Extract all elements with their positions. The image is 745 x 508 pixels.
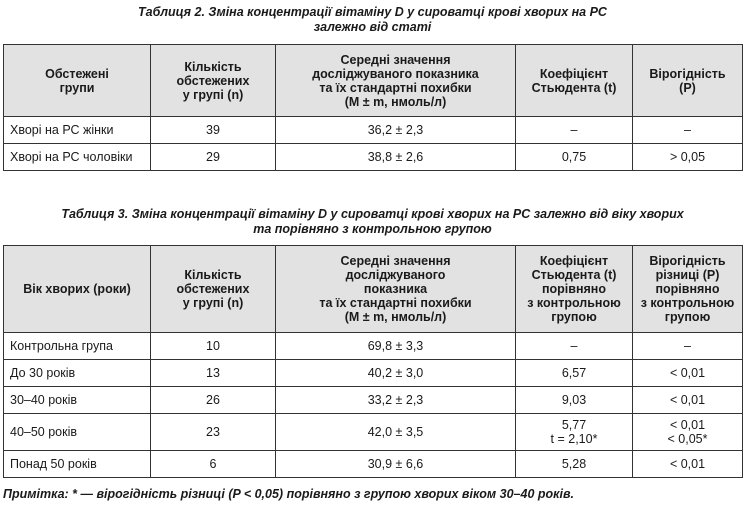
table-row bbox=[4, 333, 743, 360]
cell-p: > 0,05 bbox=[633, 144, 743, 171]
cell-t-note: t = 2,10* bbox=[550, 432, 598, 446]
table2-header-p: Вірогідність (P) bbox=[633, 45, 743, 117]
cell-mean: 36,2 ± 2,3 bbox=[276, 117, 516, 144]
cell-age: Контрольна група bbox=[4, 333, 151, 360]
cell-group: Хворі на РС жінки bbox=[4, 117, 151, 144]
cell-age: 40–50 років bbox=[4, 414, 151, 451]
table3-header-age: Вік хворих (роки) bbox=[4, 246, 151, 333]
cell-age: До 30 років bbox=[4, 360, 151, 387]
cell-mean: 42,0 ± 3,5 bbox=[276, 414, 516, 451]
table2-caption-line2: залежно від статі bbox=[313, 20, 432, 34]
cell-n: 23 bbox=[151, 414, 276, 451]
cell-p: – bbox=[633, 333, 743, 360]
cell-t-value: 5,77 bbox=[561, 418, 587, 432]
table2-caption bbox=[0, 5, 745, 35]
cell-t: 0,75 bbox=[516, 144, 633, 171]
cell-p: < 0,01 bbox=[633, 387, 743, 414]
cell-mean: 33,2 ± 2,3 bbox=[276, 387, 516, 414]
cell-p-note: < 0,05* bbox=[667, 432, 708, 446]
table-3 bbox=[3, 245, 743, 478]
cell-t: 5,28 bbox=[516, 451, 633, 478]
table2-header-mean: Середні значення досліджуваного показника та їх стандартні похибки (M ± m, нмоль/л) bbox=[276, 45, 516, 117]
cell-n: 29 bbox=[151, 144, 276, 171]
cell-p: – bbox=[633, 117, 743, 144]
cell-n: 13 bbox=[151, 360, 276, 387]
table-row bbox=[4, 360, 743, 387]
cell-t: – bbox=[516, 117, 633, 144]
table3-caption-line1: Таблиця 3. Зміна концентрації вітаміну D у сироватці крові хворих на РС залежно від віку хворих bbox=[61, 207, 684, 221]
cell-n: 10 bbox=[151, 333, 276, 360]
cell-age: Понад 50 років bbox=[4, 451, 151, 478]
table-2 bbox=[3, 44, 743, 171]
cell-p-value: < 0,01 bbox=[669, 418, 706, 432]
cell-p bbox=[633, 414, 743, 451]
cell-n: 39 bbox=[151, 117, 276, 144]
footnote: Примітка: * — вірогідність різниці (P < 0,05) порівняно з групою хворих віком 30–40 років. bbox=[3, 487, 574, 501]
table-row bbox=[4, 144, 743, 171]
cell-t bbox=[516, 414, 633, 451]
cell-n: 26 bbox=[151, 387, 276, 414]
table2-header-t: Коефіцієнт Стьюдента (t) bbox=[516, 45, 633, 117]
table3-caption bbox=[0, 207, 745, 237]
table2-header-count: Кількість обстежених у групі (n) bbox=[151, 45, 276, 117]
table-row bbox=[4, 414, 743, 451]
table-row bbox=[4, 451, 743, 478]
cell-age: 30–40 років bbox=[4, 387, 151, 414]
table3-header-mean: Середні значення досліджуваного показника та їх стандартні похибки (M ± m, нмоль/л) bbox=[276, 246, 516, 333]
cell-mean: 69,8 ± 3,3 bbox=[276, 333, 516, 360]
cell-t: – bbox=[516, 333, 633, 360]
table-row bbox=[4, 117, 743, 144]
cell-t: 9,03 bbox=[516, 387, 633, 414]
cell-group: Хворі на РС чоловіки bbox=[4, 144, 151, 171]
cell-t: 6,57 bbox=[516, 360, 633, 387]
table3-header-p: Вірогідність різниці (P) порівняно з контрольною групою bbox=[633, 246, 743, 333]
table3-header-t: Коефіцієнт Стьюдента (t) порівняно з контрольною групою bbox=[516, 246, 633, 333]
table2-caption-line1: Таблиця 2. Зміна концентрації вітаміну D у сироватці крові хворих на РС bbox=[138, 5, 607, 19]
cell-mean: 30,9 ± 6,6 bbox=[276, 451, 516, 478]
cell-p: < 0,01 bbox=[633, 451, 743, 478]
table3-header-row bbox=[4, 246, 743, 333]
table2-header-row bbox=[4, 45, 743, 117]
table3-caption-line2: та порівняно з контрольною групою bbox=[253, 222, 492, 236]
table-row bbox=[4, 387, 743, 414]
cell-mean: 40,2 ± 3,0 bbox=[276, 360, 516, 387]
table3-header-count: Кількість обстежених у групі (n) bbox=[151, 246, 276, 333]
cell-n: 6 bbox=[151, 451, 276, 478]
cell-mean: 38,8 ± 2,6 bbox=[276, 144, 516, 171]
table2-header-group: Обстежені групи bbox=[4, 45, 151, 117]
cell-p: < 0,01 bbox=[633, 360, 743, 387]
